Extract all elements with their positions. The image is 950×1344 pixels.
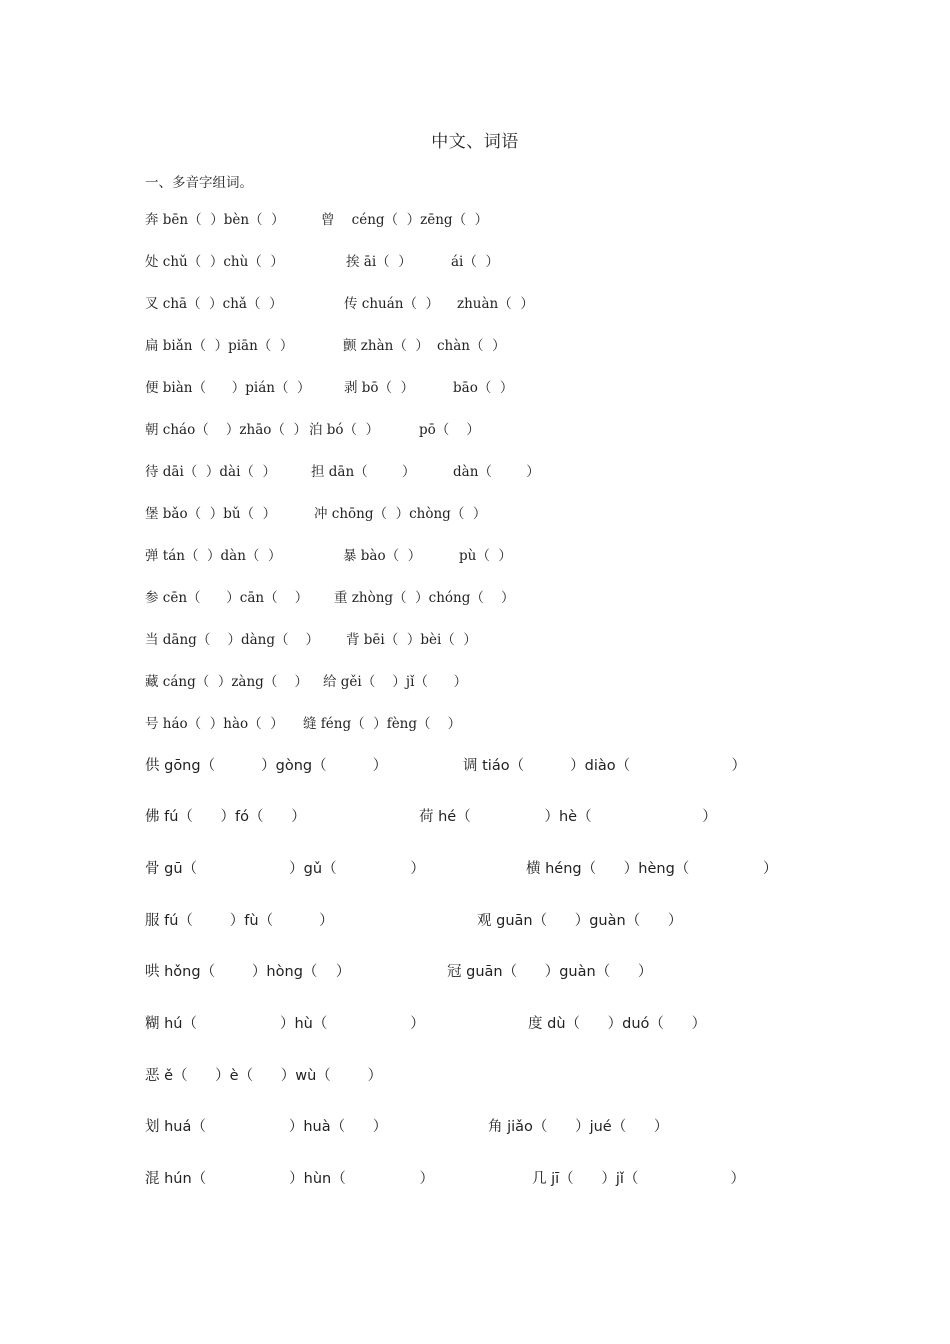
exercise-item: 哄 hǒng（ ）hòng（ ） — [145, 964, 351, 980]
exercise-item: 观 guān（ ）guàn（ ） — [477, 913, 683, 929]
exercise-row — [0, 1116, 950, 1138]
exercise-item: 参 cēn（ ）cān（ ） — [145, 590, 309, 606]
exercise-item: 剥 bō（ ） — [344, 380, 415, 396]
exercise-item: 角 jiǎo（ ）jué（ ） — [488, 1119, 669, 1135]
exercise-row — [0, 587, 950, 609]
exercise-item: 服 fú（ ）fù（ ） — [145, 913, 334, 929]
exercise-item: 挨 āi（ ） — [346, 254, 412, 270]
exercise-item: 奔 bēn（ ）bèn（ ） — [145, 212, 285, 228]
exercise-item: 堡 bǎo（ ）bǔ（ ） — [145, 506, 277, 522]
exercise-row — [0, 545, 950, 567]
exercise-row — [0, 377, 950, 399]
exercise-item: 曾 céng（ ）zēng（ ） — [321, 212, 489, 228]
exercise-item: 佛 fú（ ）fó（ ） — [145, 809, 306, 825]
exercise-item: 号 háo（ ）hào（ ） — [145, 716, 284, 732]
section-heading: 一、多音字组词。 — [145, 175, 253, 191]
exercise-row — [0, 209, 950, 231]
exercise-item: 处 chǔ（ ）chù（ ） — [145, 254, 284, 270]
exercise-item: 扁 biǎn（ ）piān（ ） — [145, 338, 294, 354]
exercise-item: 冲 chōng（ ）chòng（ ） — [314, 506, 487, 522]
exercise-item: pù（ ） — [459, 548, 512, 564]
exercise-row — [0, 755, 950, 777]
exercise-item: 弹 tán（ ）dàn（ ） — [145, 548, 282, 564]
exercise-item: 待 dāi（ ）dài（ ） — [145, 464, 276, 480]
exercise-item: 混 hún（ ）hùn（ ） — [145, 1171, 434, 1187]
exercise-item: bāo（ ） — [453, 380, 514, 396]
exercise-item: 重 zhòng（ ）chóng（ ） — [334, 590, 515, 606]
exercise-item: 泊 bó（ ） — [309, 422, 380, 438]
exercise-item: 缝 féng（ ）fèng（ ） — [303, 716, 462, 732]
exercise-item: 叉 chā（ ）chǎ（ ） — [145, 296, 283, 312]
exercise-row — [0, 961, 950, 983]
exercise-item: 给 gěi（ ）jǐ（ ） — [323, 674, 468, 690]
exercise-item: chàn（ ） — [437, 338, 506, 354]
exercise-item: 荷 hé（ ）hè（ ） — [419, 809, 717, 825]
exercise-row — [0, 1065, 950, 1087]
exercise-item: 骨 gū（ ）gǔ（ ） — [145, 861, 425, 877]
exercise-row — [0, 1013, 950, 1035]
exercise-item: 便 biàn（ ）pián（ ） — [145, 380, 311, 396]
exercise-item: 供 gōng（ ）gòng（ ） — [145, 758, 388, 774]
exercise-item: 担 dān（ ） — [311, 464, 416, 480]
exercise-item: 暴 bào（ ） — [343, 548, 422, 564]
exercise-item: zhuàn（ ） — [457, 296, 534, 312]
exercise-row — [0, 419, 950, 441]
exercise-row — [0, 503, 950, 525]
exercise-item: 当 dāng（ ）dàng（ ） — [145, 632, 320, 648]
exercise-row — [0, 293, 950, 315]
exercise-item: 颤 zhàn（ ） — [343, 338, 429, 354]
exercise-item: 划 huá（ ）huà（ ） — [145, 1119, 388, 1135]
exercise-row — [0, 858, 950, 880]
exercise-item: 调 tiáo（ ）diào（ ） — [463, 758, 747, 774]
exercise-item: 冠 guān（ ）guàn（ ） — [447, 964, 653, 980]
exercise-row — [0, 461, 950, 483]
exercise-item: 度 dù（ ）duó（ ） — [528, 1016, 707, 1032]
exercise-row — [0, 713, 950, 735]
exercise-item: pō（ ） — [419, 422, 480, 438]
exercise-item: 横 héng（ ）hèng（ ） — [526, 861, 778, 877]
exercise-item: 藏 cáng（ ）zàng（ ） — [145, 674, 308, 690]
exercise-item: dàn（ ） — [453, 464, 540, 480]
exercise-row — [0, 910, 950, 932]
exercise-item: 朝 cháo（ ）zhāo（ ） — [145, 422, 307, 438]
exercise-item: 糊 hú（ ）hù（ ） — [145, 1016, 425, 1032]
exercise-item: ái（ ） — [451, 254, 499, 270]
exercise-item: 背 bēi（ ）bèi（ ） — [346, 632, 477, 648]
exercise-item: 传 chuán（ ） — [344, 296, 440, 312]
exercise-item: 恶 ě（ ）è（ ）wù（ ） — [145, 1068, 383, 1084]
exercise-row — [0, 1168, 950, 1190]
exercise-row — [0, 671, 950, 693]
exercise-row — [0, 806, 950, 828]
page-title: 中文、词语 — [431, 132, 519, 152]
exercise-row — [0, 629, 950, 651]
exercise-row — [0, 335, 950, 357]
exercise-row — [0, 251, 950, 273]
exercise-item: 几 jī（ ）jǐ（ ） — [532, 1171, 746, 1187]
